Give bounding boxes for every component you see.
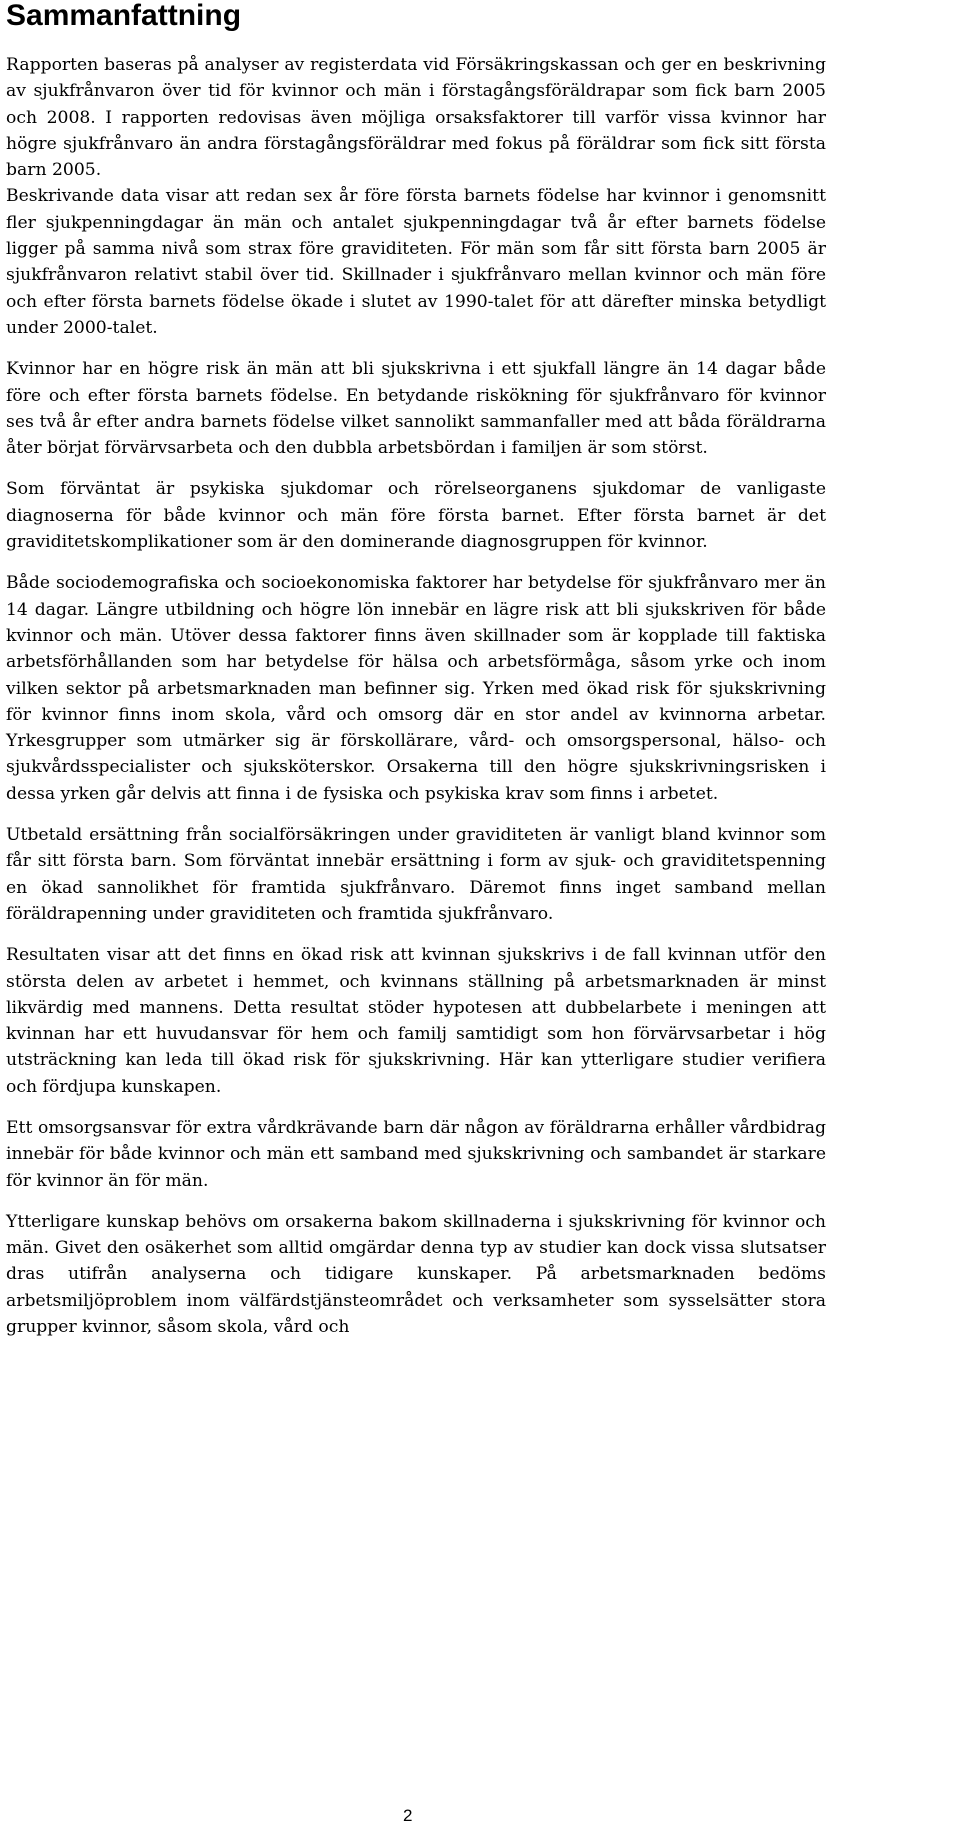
- paragraph-2: Beskrivande data visar att redan sex år före första barnets födelse har kvinnor i genomsnitt fler sjukpenningdagar än män och antalet sjukpenningdagar två år efter barnets födelse ligger på samma nivå som strax före graviditeten. För män som får sitt första barn 2005 är sjukfrånvaron relativt stabil över tid. Skillnader i sjukfrånvaro mellan kvinnor och män före och efter första barnets födelse ökade i slutet av 1990-talet för att därefter minska betydligt under 2000-talet.: [6, 186, 826, 338]
- paragraph-6: Utbetald ersättning från socialförsäkringen under graviditeten är vanligt bland kvinnor som får sitt första barn. Som förväntat innebär ersättning i form av sjuk- och graviditetspenning en ökad sannolikhet för framtida sjukfrånvaro. Däremot finns inget samband mellan föräldrapenning under graviditeten och framtida sjukfrånvaro.: [6, 825, 826, 924]
- paragraph-8: Ett omsorgsansvar för extra vårdkrävande barn där någon av föräldrarna erhåller vårdbidrag innebär för både kvinnor och män ett samband med sjukskrivning och sambandet är starkare för kvinnor än för män.: [6, 1117, 826, 1191]
- paragraph-7: Resultaten visar att det finns en ökad risk att kvinnan sjukskrivs i de fall kvinnan utför den största delen av arbetet i hemmet, och kvinnans ställning på arbetsmarknaden är minst likvärdig med mannens. Detta resultat stöder hypotesen att dubbelarbete i meningen att kvinnan har ett huvudansvar för hem och familj samtidigt som hon förvärvsarbetar i hög utsträckning kan leda till ökad risk för sjukskrivning. Här kan ytterligare studier verifiera och fördjupa kunskapen.: [6, 945, 826, 1097]
- paragraph-9: Ytterligare kunskap behövs om orsakerna bakom skillnaderna i sjukskrivning för kvinnor och män. Givet den osäkerhet som alltid omgärdar denna typ av studier kan dock vissa slutsatser dras utifrån analyserna och tidigare kunskaper. På arbetsmarknaden bedöms arbetsmiljöproblem inom välfärdstjänsteområdet och verksamheter som sysselsätter stora grupper kvinnor, såsom skola, vård och: [6, 1211, 826, 1338]
- paragraph-1: Rapporten baseras på analyser av registerdata vid Försäkringskassan och ger en beskrivning av sjukfrånvaron över tid för kvinnor och män i förstagångsföräldrapar som fick barn 2005 och 2008. I rapporten redovisas även möjliga orsaksfaktorer till varför vissa kvinnor har högre sjukfrånvaro än andra förstagångsföräldrar med fokus på föräldrar som fick sitt första barn 2005.: [6, 55, 826, 181]
- summary-body: [6, 52, 826, 1355]
- section-heading: Sammanfattning: [6, 0, 242, 32]
- paragraph-4: Som förväntat är psykiska sjukdomar och rörelseorganens sjukdomar de vanligaste diagnoserna för både kvinnor och män före första barnet. Efter första barnet är det graviditetskomplikationer som är den dominerande diagnosgruppen för kvinnor.: [6, 479, 826, 553]
- page-number: 2: [403, 1806, 413, 1825]
- paragraph-5: Både sociodemografiska och socioekonomiska faktorer har betydelse för sjukfrånvaro mer än 14 dagar. Längre utbildning och högre lön innebär en lägre risk att bli sjukskriven för både kvinnor och män. Utöver dessa faktorer finns även skillnader som är kopplade till faktiska arbetsförhållanden som har betydelse för hälsa och arbetsförmåga, såsom yrke och inom vilken sektor på arbetsmarknaden man befinner sig. Yrken med ökad risk för sjukskrivning för kvinnor finns inom skola, vård och omsorg där en stor andel av kvinnorna arbetar. Yrkesgrupper som utmärker sig är förskollärare, vård- och omsorgspersonal, hälso- och sjukvårdsspecialister och sjuksköterskor. Orsakerna till den högre sjukskrivningsrisken i dessa yrken går delvis att finna i de fysiska och psykiska krav som finns i arbetet.: [6, 573, 826, 804]
- paragraph-3: Kvinnor har en högre risk än män att bli sjukskrivna i ett sjukfall längre än 14 dagar både före och efter första barnets födelse. En betydande riskökning för sjukfrånvaro för kvinnor ses två år efter andra barnets födelse vilket sannolikt sammanfaller med att båda föräldrarna åter börjat förvärvsarbeta och den dubbla arbetsbördan i familjen är som störst.: [6, 359, 826, 459]
